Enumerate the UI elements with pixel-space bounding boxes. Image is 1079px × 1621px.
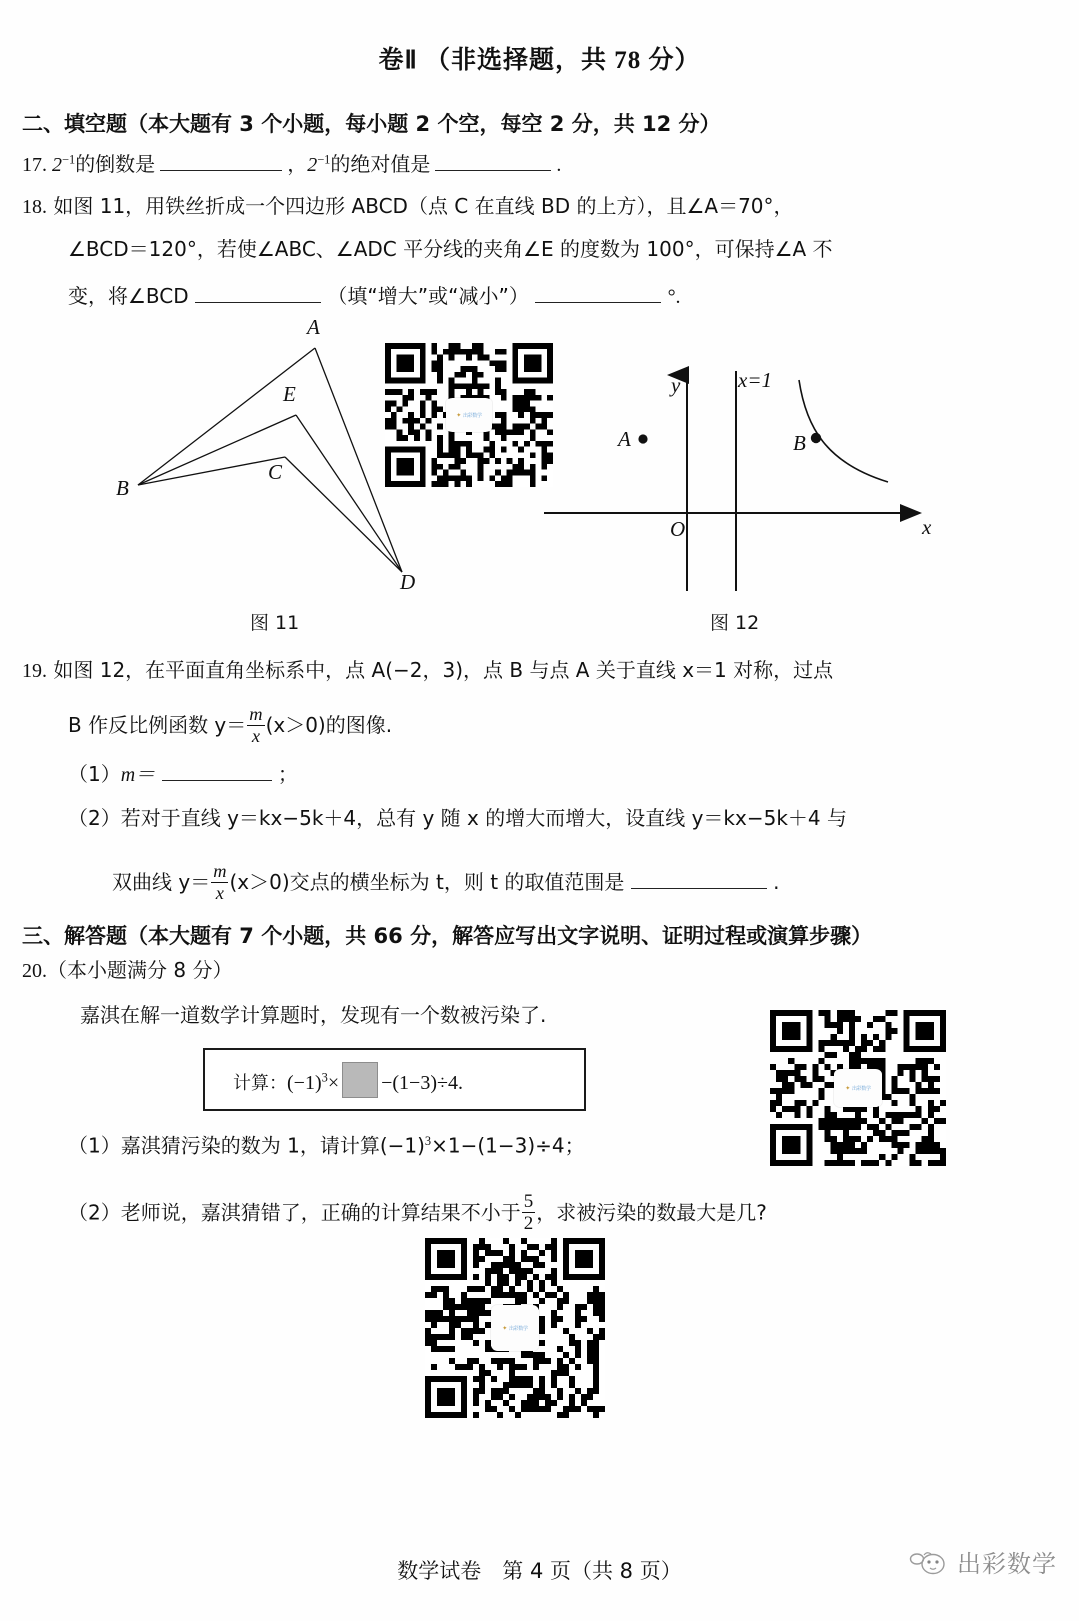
q20-expr-post: −(1−3)÷4. [381,1071,463,1094]
qr-logo-mark-2: ✦ [845,1084,850,1092]
q18-blank-2[interactable] [535,282,661,303]
q17-base: 2 [52,154,62,176]
question-19-line-2 [68,705,392,746]
figure-12-point-a-label: A [618,427,631,451]
q20-expr-mid: × [327,1071,340,1094]
question-20-expression-box [203,1048,586,1111]
qr-code-question-20[interactable] [770,1010,946,1166]
q20-contaminated-number-block [342,1062,378,1098]
q19-part-2-frac-denominator: x [215,882,224,903]
q20-expr-label: 计算： [233,1072,287,1094]
q17-exponent: −1 [62,152,76,167]
figure-11-label-D: D [400,570,416,594]
q18-blank-1[interactable] [195,282,321,303]
qr-code-figure-11[interactable] [385,343,553,487]
q19-number: 19. [22,660,47,682]
qr-logo-mark-3: ✦ [502,1324,507,1332]
q19-line-1-text: 如图 12，在平面直角坐标系中，点 A(−2，3)，点 B 与点 A 关于直线 x＝1 对称，过点 [53,658,834,682]
q17-exponent-2: −1 [317,152,331,167]
figure-11-label-E: E [283,382,296,406]
q19-line-2-pre: B 作反比例函数 y＝ [68,713,247,738]
qr-logo-3 [491,1305,539,1351]
title-rest: （非选择题，共 78 分） [425,47,701,74]
title-roman: Ⅱ [404,47,418,74]
panda-logo-icon [906,1547,950,1577]
question-18-line-2: ∠BCD＝120°，若使∠ABC、∠ADC 平分线的夹角∠E 的度数为 100°，可保持∠A 不 [68,237,833,261]
question-20-stem: 嘉淇在解一道数学计算题时，发现有一个数被污染了. [80,1003,547,1027]
figure-11-label-A: A [307,315,320,339]
q20-part-2-pre: 老师说，嘉淇猜错了，正确的计算结果不小于 [120,1200,521,1225]
question-19-part-2-line-1 [68,808,847,828]
q17-text-a: 的倒数是 [75,152,156,176]
title-prefix: 卷 [378,47,405,74]
q17-number: 17. [22,154,47,176]
section-two-heading: 二、填空题（本大题有 3 个小题，每小题 2 个空，每空 2 分，共 12 分） [22,112,721,136]
q20-part-2-label: （2） [68,1200,121,1225]
q19-frac-denominator: x [251,725,260,746]
q17-base-2: 2 [307,154,318,176]
question-20-part-2 [68,1192,767,1234]
q17-text-b: 的绝对值是 [330,152,431,176]
figure-12-origin-label: O [670,517,686,541]
question-20-expression [205,1062,463,1098]
q20-part-2-frac-numerator: 5 [523,1191,534,1212]
q20-number: 20. [22,960,47,982]
qr-logo-1 [446,398,492,432]
figure-12-line-label: x=1 [738,368,772,392]
q19-part-2-frac-numerator: m [213,861,227,881]
figure-11-caption: 图 11 [250,612,300,634]
q19-part-1-blank[interactable] [162,762,272,781]
q19-part-2-label: （2） [68,806,121,830]
q18-number: 18. [22,196,47,218]
watermark-text: 出彩数学 [957,1550,1057,1578]
q20-part-1-post: ×1−(1−3)÷4； [431,1133,585,1158]
q18-line-3-c: °. [667,286,681,308]
q20-part-2-post: ，求被污染的数最大是几? [536,1200,767,1225]
q20-points: （本小题满分 8 分） [47,958,233,982]
figure-11 [100,310,416,600]
q19-part-2-line-2-pre: 双曲线 y＝ [112,870,211,895]
figure-12-point-b-label: B [793,431,806,455]
q19-part-2-fraction-m-over-x [211,862,228,903]
qr-logo-2 [834,1069,882,1107]
q20-expr-pre: (−1) [287,1071,322,1094]
figure-12-y-axis-label: y [671,373,681,397]
q20-part-1-pre: 嘉淇猜污染的数为 1，请计算(−1) [120,1133,425,1158]
question-19-part-1 [68,762,298,785]
figure-12-caption: 图 12 [710,612,760,634]
q17-blank-2[interactable] [435,150,551,171]
question-17 [22,150,561,175]
q19-part-2-end: . [773,870,780,895]
q18-line-3-a: 变，将∠BCD [68,284,189,308]
qr-logo-text-2: 出彩数学 [851,1085,871,1092]
question-20-header [22,960,232,981]
q19-part-1-end: ； [277,762,298,786]
q19-part-1-text: m＝ [120,764,156,786]
watermark [906,1544,1057,1579]
question-19-line-1 [22,660,833,681]
page-title [0,40,1079,76]
q20-part-1-label: （1） [68,1133,121,1158]
question-18-line-1 [22,196,794,217]
figure-11-svg [100,310,400,600]
question-18-line-3 [68,282,681,307]
q19-part-1-label: （1） [68,762,121,786]
q18-line-1-text: 如图 11，用铁丝折成一个四边形 ABCD（点 C 在直线 BD 的上方），且∠A＝70°， [53,194,794,218]
q20-part-2-fraction-5-over-2 [522,1192,536,1234]
q19-fraction-m-over-x [247,705,264,746]
q19-part-2-line-2-post: (x＞0)交点的横坐标为 t，则 t 的取值范围是 [229,870,625,895]
qr-code-question-20-part-2[interactable] [425,1238,605,1418]
question-20-part-1 [68,1135,585,1156]
q19-line-2-post: (x＞0)的图像. [265,713,393,738]
q17-comma: ， [287,152,308,176]
q17-blank-1[interactable] [160,150,282,171]
q20-part-1-exponent: 3 [424,1134,432,1148]
q19-frac-numerator: m [249,704,263,724]
figure-12-x-axis-label: x [922,515,932,539]
figure-11-label-B: B [116,476,129,500]
q17-period: . [556,154,562,176]
figure-12 [540,335,940,605]
qr-logo-text-1: 出彩数学 [462,412,482,419]
q19-part-2-line-1-text: 若对于直线 y＝kx−5k＋4，总有 y 随 x 的增大而增大，设直线 y＝kx−5k＋4 与 [120,806,847,830]
qr-logo-text-3: 出彩数学 [508,1325,528,1332]
section-three-heading: 三、解答题（本大题有 7 个小题，共 66 分，解答应写出文字说明、证明过程或演算步骤） [22,924,873,948]
question-19-part-2-line-2 [112,862,779,903]
figure-11-label-C: C [268,460,283,484]
q19-part-2-blank[interactable] [631,870,767,889]
q18-line-3-b: （填“增大”或“减小”） [327,284,529,308]
q20-part-2-frac-denominator: 2 [523,1213,534,1235]
qr-logo-mark-1: ✦ [456,411,461,419]
page-footer: 数学试卷 第 4 页（共 8 页） [397,1559,682,1583]
q20-expr-exponent: 3 [321,1069,328,1084]
